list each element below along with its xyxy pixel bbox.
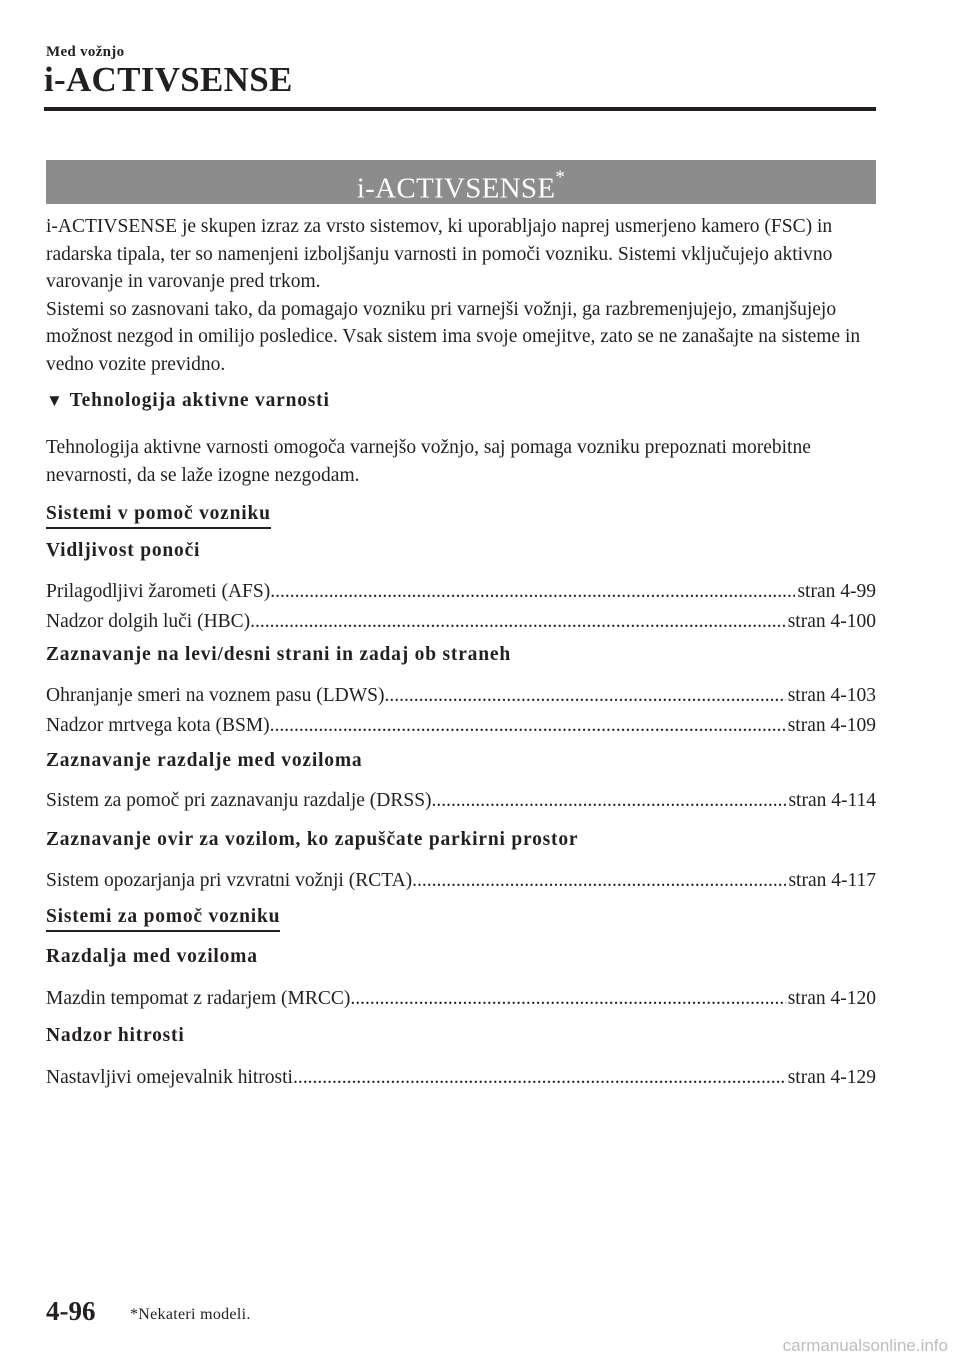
toc-list bbox=[46, 682, 876, 742]
banner-asterisk: * bbox=[555, 167, 566, 188]
toc-leader bbox=[412, 867, 786, 895]
toc-label: Nadzor mrtvega kota (BSM) bbox=[46, 715, 270, 736]
toc-label: Prilagodljivi žarometi (AFS) bbox=[46, 581, 271, 602]
toc-page: stran 4-103 bbox=[787, 685, 876, 706]
toc-page: stran 4-120 bbox=[787, 988, 876, 1009]
toc-page: stran 4-109 bbox=[787, 715, 876, 736]
toc-list bbox=[46, 1064, 876, 1094]
toc-page: stran 4-99 bbox=[797, 581, 876, 602]
section-label: Med vožnjo bbox=[46, 44, 125, 60]
toc-label: Ohranjanje smeri na voznem pasu (LDWS) bbox=[46, 685, 385, 706]
toc-page: stran 4-129 bbox=[787, 1067, 876, 1088]
toc-list bbox=[46, 985, 876, 1015]
toc-leader bbox=[384, 682, 785, 710]
toc-entry[interactable] bbox=[46, 712, 876, 742]
toc-leader bbox=[432, 787, 787, 815]
toc-list bbox=[46, 578, 876, 638]
toc-list bbox=[46, 867, 876, 897]
group-heading: Sistemi v pomoč vozniku bbox=[46, 503, 271, 529]
toc-entry[interactable] bbox=[46, 578, 876, 608]
intro-paragraph bbox=[46, 213, 876, 378]
toc-leader bbox=[270, 712, 786, 740]
toc-label: Mazdin tempomat z radarjem (MRCC) bbox=[46, 988, 351, 1009]
section-title: Tehnologija aktivne varnosti bbox=[69, 390, 330, 411]
section-paragraph: Tehnologija aktivne varnosti omogoča varnejšo vožnjo, saj pomaga vozniku prepoznati morebitne nevarnosti, da se laže izogne nezgodam. bbox=[46, 437, 811, 486]
toc-page: stran 4-117 bbox=[788, 870, 876, 891]
toc-entry[interactable] bbox=[46, 787, 876, 817]
header-rule bbox=[44, 107, 876, 111]
section-heading bbox=[46, 390, 330, 412]
triangle-down-icon: ▼ bbox=[46, 391, 64, 410]
subsection-title: Vidljivost ponoči bbox=[46, 540, 201, 561]
footnote: *Nekateri modeli. bbox=[130, 1306, 251, 1323]
banner-title: i-ACTIVSENSE bbox=[356, 172, 556, 205]
toc-leader bbox=[250, 608, 786, 636]
toc-entry[interactable] bbox=[46, 608, 876, 638]
intro-text: i-ACTIVSENSE je skupen izraz za vrsto sistemov, ki uporabljajo naprej usmerjeno kamero (FSC) in radarska tipala, ter so namenjeni izboljšanju varnosti in pomoči vozniku. Sistemi vključujejo aktivno varovanje in varovanje pred trkom. bbox=[46, 216, 833, 292]
toc-list bbox=[46, 787, 876, 817]
toc-label: Sistem za pomoč pri zaznavanju razdalje (DRSS) bbox=[46, 790, 432, 811]
toc-entry[interactable] bbox=[46, 985, 876, 1015]
intro-text-2: Sistemi so zasnovani tako, da pomagajo vozniku pri varnejši vožnji, ga razbremenjujejo, zmanjšujejo možnost nezgod in omilijo posledice. Vsak sistem ima svoje omejitve, zato se ne zanašajte na sisteme in vedno vozite previdno. bbox=[46, 298, 861, 375]
subsection-title: Zaznavanje na levi/desni strani in zadaj ob straneh bbox=[46, 644, 511, 665]
toc-leader bbox=[270, 578, 795, 606]
title-banner bbox=[46, 160, 876, 204]
toc-entry[interactable] bbox=[46, 682, 876, 712]
subsection-title: Zaznavanje ovir za vozilom, ko zapuščate parkirni prostor bbox=[46, 829, 579, 850]
subsection-title: Nadzor hitrosti bbox=[46, 1025, 185, 1046]
page-number: 4-96 bbox=[46, 1296, 96, 1326]
group-heading: Sistemi za pomoč vozniku bbox=[46, 906, 280, 932]
toc-page: stran 4-100 bbox=[787, 611, 876, 632]
watermark: carmanualsonline.info bbox=[782, 1336, 948, 1355]
subsection-title: Zaznavanje razdalje med voziloma bbox=[46, 750, 363, 771]
toc-label: Sistem opozarjanja pri vzvratni vožnji (RCTA) bbox=[46, 870, 413, 891]
toc-entry[interactable] bbox=[46, 867, 876, 897]
toc-label: Nadzor dolgih luči (HBC) bbox=[46, 611, 251, 632]
toc-label: Nastavljivi omejevalnik hitrosti bbox=[46, 1067, 293, 1088]
chapter-title: i-ACTIVSENSE bbox=[44, 60, 293, 99]
toc-leader bbox=[350, 985, 785, 1013]
toc-leader bbox=[293, 1064, 786, 1092]
toc-entry[interactable] bbox=[46, 1064, 876, 1094]
subsection-title: Razdalja med voziloma bbox=[46, 946, 258, 967]
toc-page: stran 4-114 bbox=[788, 790, 876, 811]
